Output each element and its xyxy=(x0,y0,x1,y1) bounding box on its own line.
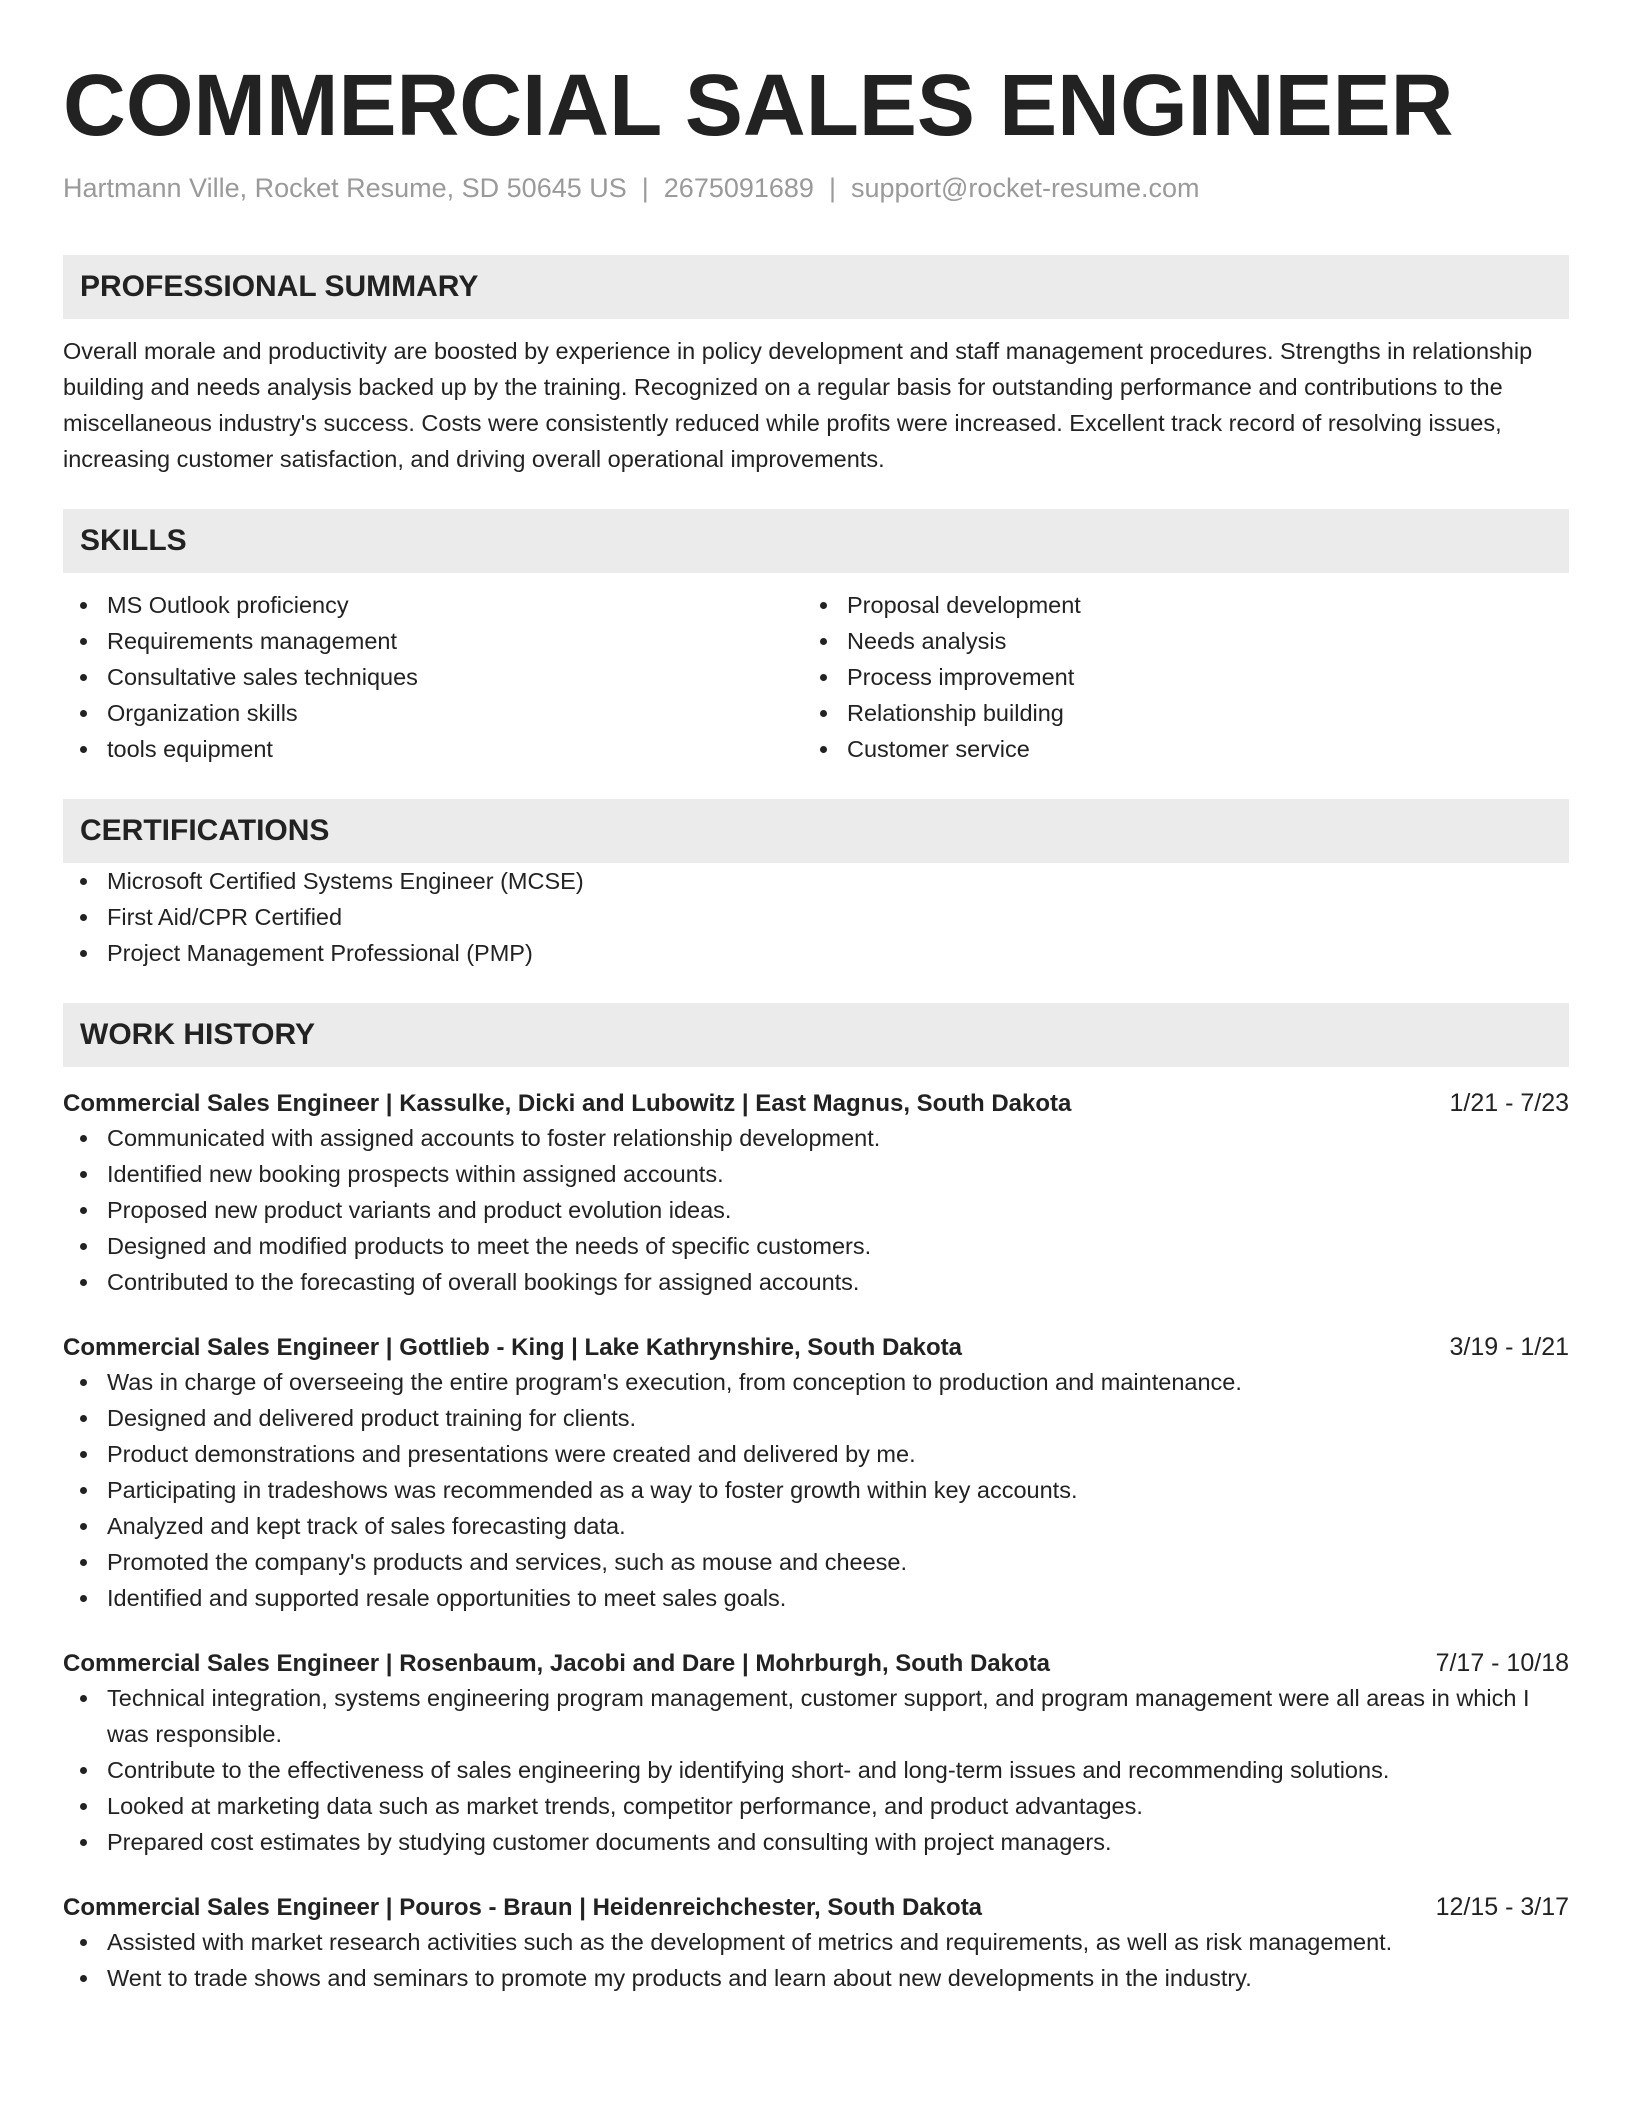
job-entry xyxy=(63,1087,1569,1300)
contact-separator: | xyxy=(828,173,836,203)
skill-item: Needs analysis xyxy=(803,623,1543,659)
skills-list-right xyxy=(803,587,1543,767)
job-bullet: Looked at marketing data such as market trends, competitor performance, and product advantages. xyxy=(63,1788,1569,1824)
job-bullet: Participating in tradeshows was recommended as a way to foster growth within key accounts. xyxy=(63,1472,1569,1508)
resume-title: COMMERCIAL SALES ENGINEER xyxy=(63,57,1454,154)
skill-item: Proposal development xyxy=(803,587,1543,623)
skill-item: Relationship building xyxy=(803,695,1543,731)
section-header-summary: PROFESSIONAL SUMMARY xyxy=(63,255,1569,319)
job-title: Commercial Sales Engineer | Pouros - Braun | Heidenreichchester, South Dakota xyxy=(63,1894,983,1921)
certification-item: Project Management Professional (PMP) xyxy=(63,935,1569,971)
skills-column-left xyxy=(63,587,803,767)
job-title: Commercial Sales Engineer | Gottlieb - King | Lake Kathrynshire, South Dakota xyxy=(63,1334,962,1361)
job-bullets xyxy=(63,1364,1569,1616)
certification-item: First Aid/CPR Certified xyxy=(63,899,1569,935)
job-bullets xyxy=(63,1924,1569,1996)
skills-grid xyxy=(63,587,1569,767)
section-header-certifications: CERTIFICATIONS xyxy=(63,799,1569,863)
job-bullet: Assisted with market research activities such as the development of metrics and requirements, as well as risk management. xyxy=(63,1924,1569,1960)
job-bullet: Identified new booking prospects within assigned accounts. xyxy=(63,1156,1569,1192)
section-header-skills: SKILLS xyxy=(63,509,1569,573)
certification-item: Microsoft Certified Systems Engineer (MCSE) xyxy=(63,863,1569,899)
skill-item: Organization skills xyxy=(63,695,803,731)
job-bullet: Identified and supported resale opportunities to meet sales goals. xyxy=(63,1580,1569,1616)
job-bullet: Communicated with assigned accounts to foster relationship development. xyxy=(63,1120,1569,1156)
job-header xyxy=(63,1087,1569,1120)
job-bullet: Product demonstrations and presentations were created and delivered by me. xyxy=(63,1436,1569,1472)
job-bullet: Analyzed and kept track of sales forecasting data. xyxy=(63,1508,1569,1544)
job-bullet: Designed and modified products to meet the needs of specific customers. xyxy=(63,1228,1569,1264)
skill-item: Customer service xyxy=(803,731,1543,767)
contact-line xyxy=(63,173,1569,204)
skills-column-right xyxy=(803,587,1543,767)
job-entry xyxy=(63,1331,1569,1616)
job-dates: 7/17 - 10/18 xyxy=(1435,1649,1569,1677)
skill-item: tools equipment xyxy=(63,731,803,767)
job-bullet: Was in charge of overseeing the entire program's execution, from conception to production and maintenance. xyxy=(63,1364,1569,1400)
skills-list-left xyxy=(63,587,803,767)
skill-item: Consultative sales techniques xyxy=(63,659,803,695)
job-entry xyxy=(63,1647,1569,1860)
job-header xyxy=(63,1331,1569,1364)
job-header xyxy=(63,1891,1569,1924)
job-dates: 12/15 - 3/17 xyxy=(1435,1893,1569,1921)
job-header xyxy=(63,1647,1569,1680)
job-entry xyxy=(63,1891,1569,1996)
job-bullet: Contributed to the forecasting of overall bookings for assigned accounts. xyxy=(63,1264,1569,1300)
job-title: Commercial Sales Engineer | Rosenbaum, Jacobi and Dare | Mohrburgh, South Dakota xyxy=(63,1650,1050,1677)
summary-text: Overall morale and productivity are boosted by experience in policy development and staff management procedures. Strengths in relationship building and needs analysis backed up by the training. Recognized on a regular basis for outstanding performance and contributions to the miscellaneous industry's success. Costs were consistently reduced while profits were increased. Excellent track record of resolving issues, increasing customer satisfaction, and driving overall operational improvements. xyxy=(63,338,1533,472)
job-bullet: Went to trade shows and seminars to promote my products and learn about new developments in the industry. xyxy=(63,1960,1569,1996)
job-bullets xyxy=(63,1680,1569,1860)
section-header-work-history: WORK HISTORY xyxy=(63,1003,1569,1067)
job-bullets xyxy=(63,1120,1569,1300)
contact-email: support@rocket-resume.com xyxy=(850,173,1200,203)
contact-separator: | xyxy=(641,173,649,203)
job-dates: 3/19 - 1/21 xyxy=(1449,1333,1569,1361)
job-bullet: Proposed new product variants and product evolution ideas. xyxy=(63,1192,1569,1228)
job-title: Commercial Sales Engineer | Kassulke, Dicki and Lubowitz | East Magnus, South Dakota xyxy=(63,1090,1072,1117)
job-bullet: Contribute to the effectiveness of sales engineering by identifying short- and long-term issues and recommending solutions. xyxy=(63,1752,1569,1788)
certifications-list xyxy=(63,863,1569,971)
job-bullet: Technical integration, systems engineering program management, customer support, and program management were all areas in which I was responsible. xyxy=(63,1680,1569,1752)
job-bullet: Prepared cost estimates by studying customer documents and consulting with project managers. xyxy=(63,1824,1569,1860)
skill-item: MS Outlook proficiency xyxy=(63,587,803,623)
skill-item: Process improvement xyxy=(803,659,1543,695)
job-bullet: Designed and delivered product training for clients. xyxy=(63,1400,1569,1436)
contact-address: Hartmann Ville, Rocket Resume, SD 50645 US xyxy=(63,173,627,203)
job-dates: 1/21 - 7/23 xyxy=(1449,1089,1569,1117)
contact-phone: 2675091689 xyxy=(663,173,814,203)
job-bullet: Promoted the company's products and services, such as mouse and cheese. xyxy=(63,1544,1569,1580)
skill-item: Requirements management xyxy=(63,623,803,659)
